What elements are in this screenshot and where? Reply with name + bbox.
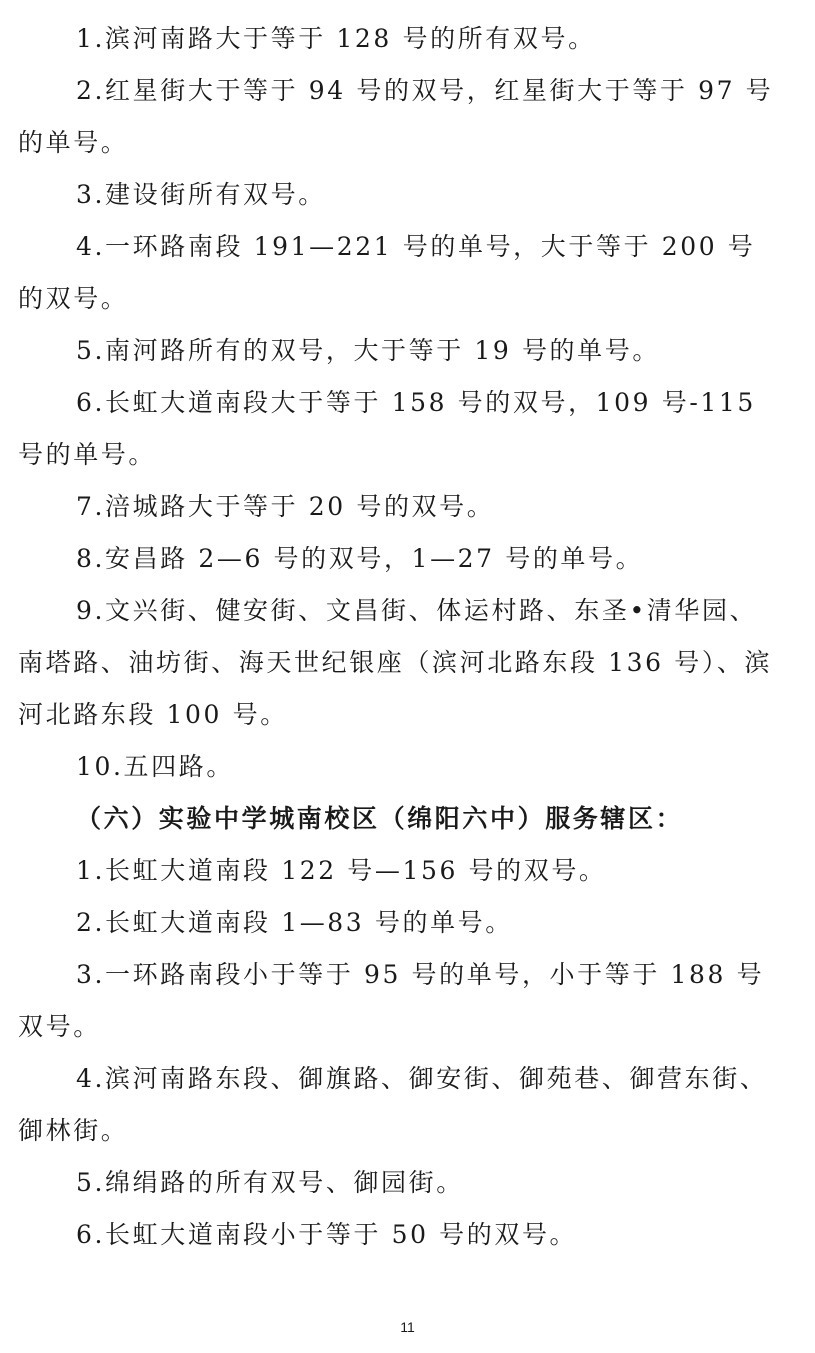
list-item: 6.长虹大道南段大于等于 158 号的双号，109 号-115 号的单号。 <box>18 388 756 469</box>
list-item: 4.滨河南路东段、御旗路、御安街、御苑巷、御营东街、御林街。 <box>18 1064 768 1145</box>
list-item: 2.红星街大于等于 94 号的双号，红星街大于等于 97 号的单号。 <box>18 76 774 157</box>
list-item: 4.一环路南段 191—221 号的单号，大于等于 200 号的双号。 <box>18 232 756 313</box>
list-item: 5.南河路所有的双号，大于等于 19 号的单号。 <box>76 336 660 365</box>
list-item: 8.安昌路 2—6 号的双号，1—27 号的单号。 <box>76 544 644 573</box>
list-item: 9.文兴街、健安街、文昌街、体运村路、东圣•清华园、南塔路、油坊街、海天世纪银座（滨河北路东段 136 号）、滨河北路东段 100 号。 <box>18 596 773 729</box>
list-item: 3.一环路南段小于等于 95 号的单号，小于等于 188 号双号。 <box>18 960 765 1041</box>
list-item: 5.绵绢路的所有双号、御园街。 <box>76 1168 464 1197</box>
list-item: 1.滨河南路大于等于 128 号的所有双号。 <box>76 24 596 53</box>
page-number: 11 <box>400 1319 415 1335</box>
list-item: 10.五四路。 <box>76 752 234 781</box>
list-item: 1.长虹大道南段 122 号—156 号的双号。 <box>76 856 607 885</box>
list-item: 7.涪城路大于等于 20 号的双号。 <box>76 492 495 521</box>
list-item: 2.长虹大道南段 1—83 号的单号。 <box>76 908 513 937</box>
section-heading: （六）实验中学城南校区（绵阳六中）服务辖区： <box>76 804 684 833</box>
document-body <box>18 13 780 1261</box>
list-item: 6.长虹大道南段小于等于 50 号的双号。 <box>76 1220 578 1249</box>
list-item: 3.建设街所有双号。 <box>76 180 326 209</box>
